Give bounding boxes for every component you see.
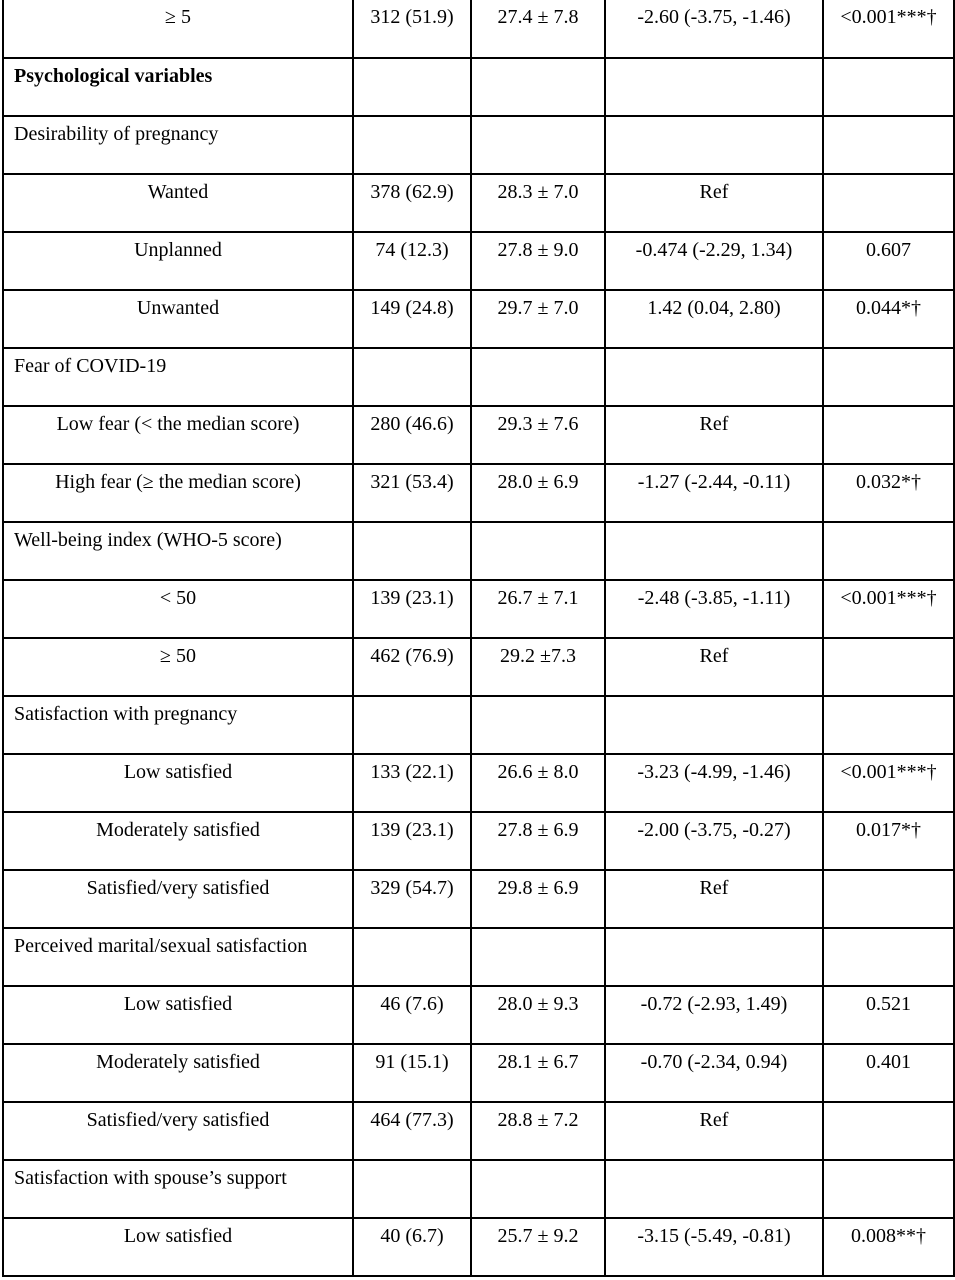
variable-label: Perceived marital/sexual satisfaction [3,928,353,986]
count-percent-cell: 464 (77.3) [353,1102,471,1160]
table-row [3,1218,954,1276]
section-heading: Psychological variables [3,58,353,116]
table-row [3,464,954,522]
coefficient-ci-cell: -1.27 (-2.44, -0.11) [605,464,823,522]
variable-label: Fear of COVID-19 [3,348,353,406]
p-value-cell: 0.044*† [823,290,954,348]
count-percent-cell: 378 (62.9) [353,174,471,232]
mean-sd-cell [471,696,605,754]
table-row [3,1160,954,1218]
variable-label: Well-being index (WHO-5 score) [3,522,353,580]
mean-sd-cell: 28.0 ± 9.3 [471,986,605,1044]
row-category-label: Moderately satisfied [3,1044,353,1102]
count-percent-cell [353,1160,471,1218]
coefficient-ci-cell [605,522,823,580]
table-row [3,232,954,290]
mean-sd-cell: 27.4 ± 7.8 [471,0,605,58]
table-row [3,406,954,464]
coefficient-ci-cell: -0.474 (-2.29, 1.34) [605,232,823,290]
count-percent-cell [353,928,471,986]
p-value-cell: 0.017*† [823,812,954,870]
table-row [3,580,954,638]
p-value-cell [823,174,954,232]
count-percent-cell: 149 (24.8) [353,290,471,348]
count-percent-cell: 139 (23.1) [353,812,471,870]
p-value-cell: <0.001***† [823,0,954,58]
mean-sd-cell [471,928,605,986]
mean-sd-cell: 29.7 ± 7.0 [471,290,605,348]
row-category-label: Low satisfied [3,986,353,1044]
count-percent-cell: 329 (54.7) [353,870,471,928]
count-percent-cell: 312 (51.9) [353,0,471,58]
count-percent-cell: 46 (7.6) [353,986,471,1044]
table-row [3,0,954,58]
mean-sd-cell: 26.7 ± 7.1 [471,580,605,638]
p-value-cell [823,348,954,406]
count-percent-cell [353,58,471,116]
mean-sd-cell: 28.8 ± 7.2 [471,1102,605,1160]
coefficient-ci-cell: -0.70 (-2.34, 0.94) [605,1044,823,1102]
row-category-label: Low satisfied [3,754,353,812]
p-value-cell: 0.008**† [823,1218,954,1276]
count-percent-cell: 91 (15.1) [353,1044,471,1102]
variable-label: Desirability of pregnancy [3,116,353,174]
row-category-label: ≥ 50 [3,638,353,696]
mean-sd-cell [471,522,605,580]
row-category-label: Wanted [3,174,353,232]
row-category-label: Unplanned [3,232,353,290]
p-value-cell: 0.401 [823,1044,954,1102]
count-percent-cell: 321 (53.4) [353,464,471,522]
table-row [3,174,954,232]
coefficient-ci-cell [605,696,823,754]
coefficient-ci-cell [605,928,823,986]
mean-sd-cell: 25.7 ± 9.2 [471,1218,605,1276]
mean-sd-cell: 27.8 ± 9.0 [471,232,605,290]
mean-sd-cell: 27.8 ± 6.9 [471,812,605,870]
mean-sd-cell: 28.1 ± 6.7 [471,1044,605,1102]
p-value-cell [823,928,954,986]
row-category-label: Satisfied/very satisfied [3,1102,353,1160]
p-value-cell: <0.001***† [823,580,954,638]
table-row [3,928,954,986]
p-value-cell [823,116,954,174]
results-table [2,0,955,1277]
row-category-label: Unwanted [3,290,353,348]
table-row [3,290,954,348]
coefficient-ci-cell: Ref [605,638,823,696]
count-percent-cell: 280 (46.6) [353,406,471,464]
count-percent-cell: 139 (23.1) [353,580,471,638]
coefficient-ci-cell: -2.60 (-3.75, -1.46) [605,0,823,58]
p-value-cell: <0.001***† [823,754,954,812]
table-row [3,116,954,174]
mean-sd-cell [471,116,605,174]
coefficient-ci-cell [605,1160,823,1218]
p-value-cell [823,406,954,464]
row-category-label: Satisfied/very satisfied [3,870,353,928]
table-row [3,58,954,116]
variable-label: Satisfaction with spouse’s support [3,1160,353,1218]
coefficient-ci-cell: 1.42 (0.04, 2.80) [605,290,823,348]
p-value-cell [823,58,954,116]
coefficient-ci-cell [605,348,823,406]
coefficient-ci-cell: Ref [605,406,823,464]
row-category-label: < 50 [3,580,353,638]
variable-label: Satisfaction with pregnancy [3,696,353,754]
coefficient-ci-cell [605,58,823,116]
count-percent-cell [353,696,471,754]
coefficient-ci-cell: -0.72 (-2.93, 1.49) [605,986,823,1044]
table-row [3,696,954,754]
table-row [3,812,954,870]
row-category-label: Low satisfied [3,1218,353,1276]
p-value-cell [823,522,954,580]
table-row [3,348,954,406]
p-value-cell [823,696,954,754]
coefficient-ci-cell: Ref [605,1102,823,1160]
mean-sd-cell [471,348,605,406]
count-percent-cell: 40 (6.7) [353,1218,471,1276]
count-percent-cell [353,116,471,174]
coefficient-ci-cell: Ref [605,870,823,928]
table-row [3,986,954,1044]
row-category-label: High fear (≥ the median score) [3,464,353,522]
coefficient-ci-cell: -3.23 (-4.99, -1.46) [605,754,823,812]
coefficient-ci-cell [605,116,823,174]
coefficient-ci-cell: -3.15 (-5.49, -0.81) [605,1218,823,1276]
row-category-label: Low fear (< the median score) [3,406,353,464]
p-value-cell: 0.521 [823,986,954,1044]
count-percent-cell: 133 (22.1) [353,754,471,812]
p-value-cell [823,870,954,928]
count-percent-cell: 462 (76.9) [353,638,471,696]
p-value-cell [823,1102,954,1160]
mean-sd-cell: 26.6 ± 8.0 [471,754,605,812]
p-value-cell: 0.607 [823,232,954,290]
p-value-cell [823,638,954,696]
mean-sd-cell: 29.3 ± 7.6 [471,406,605,464]
table-body [3,0,954,1276]
p-value-cell [823,1160,954,1218]
mean-sd-cell: 29.2 ±7.3 [471,638,605,696]
table-row [3,522,954,580]
table-row [3,870,954,928]
table-row [3,754,954,812]
table-row [3,638,954,696]
coefficient-ci-cell: Ref [605,174,823,232]
coefficient-ci-cell: -2.00 (-3.75, -0.27) [605,812,823,870]
coefficient-ci-cell: -2.48 (-3.85, -1.11) [605,580,823,638]
table-row [3,1044,954,1102]
count-percent-cell [353,348,471,406]
mean-sd-cell [471,1160,605,1218]
p-value-cell: 0.032*† [823,464,954,522]
mean-sd-cell: 28.3 ± 7.0 [471,174,605,232]
mean-sd-cell [471,58,605,116]
table-row [3,1102,954,1160]
count-percent-cell [353,522,471,580]
count-percent-cell: 74 (12.3) [353,232,471,290]
mean-sd-cell: 28.0 ± 6.9 [471,464,605,522]
row-category-label: ≥ 5 [3,0,353,58]
row-category-label: Moderately satisfied [3,812,353,870]
mean-sd-cell: 29.8 ± 6.9 [471,870,605,928]
